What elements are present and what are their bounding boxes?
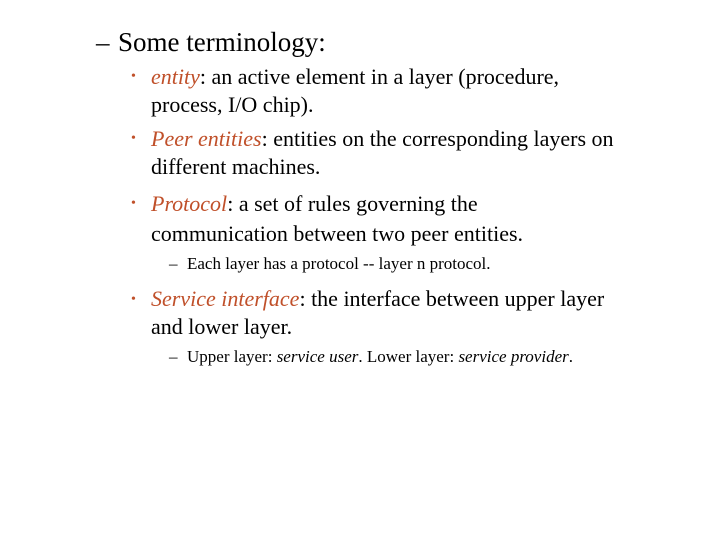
heading-dash: – bbox=[96, 27, 110, 57]
term-entity: entity bbox=[151, 64, 200, 89]
bullet-entity-line2: process, I/O chip). bbox=[151, 92, 314, 117]
bullet-marker: • bbox=[131, 131, 136, 146]
bullet-protocol-line2: communication between two peer entities. bbox=[151, 221, 524, 246]
sub-bullet-dash: – bbox=[169, 347, 178, 366]
italic-service-user: service user bbox=[276, 347, 359, 366]
definition-text: the interface between upper layer bbox=[305, 286, 605, 311]
term-protocol: Protocol bbox=[151, 191, 228, 216]
sub-bullet-protocol: Each layer has a protocol -- layer n protocol. bbox=[187, 254, 491, 273]
bullet-peer-entities-line1 bbox=[151, 125, 614, 153]
term-separator: : bbox=[261, 126, 268, 151]
italic-service-provider: service provider bbox=[458, 347, 569, 366]
sub-text: Upper layer: bbox=[187, 347, 277, 366]
sub-bullet-dash: – bbox=[169, 254, 178, 273]
term-separator: : bbox=[227, 191, 234, 216]
term-separator: : bbox=[299, 286, 306, 311]
sub-text: . bbox=[568, 347, 573, 366]
sub-text: . Lower layer: bbox=[358, 347, 459, 366]
definition-text: entities on the corresponding layers on bbox=[267, 126, 614, 151]
bullet-service-interface-line2: and lower layer. bbox=[151, 314, 293, 339]
definition-text: an active element in a layer (procedure, bbox=[206, 64, 560, 89]
term-service-interface: Service interface bbox=[151, 286, 300, 311]
heading-text: Some terminology: bbox=[118, 27, 326, 57]
term-separator: : bbox=[199, 64, 206, 89]
bullet-service-interface-line1 bbox=[151, 285, 604, 313]
bullet-marker: • bbox=[131, 69, 136, 84]
bullet-peer-entities-line2: different machines. bbox=[151, 154, 321, 179]
definition-text: a set of rules governing the bbox=[233, 191, 478, 216]
term-peer-entities: Peer entities bbox=[151, 126, 262, 151]
bullet-marker: • bbox=[131, 196, 136, 211]
bullet-protocol-line1 bbox=[151, 190, 478, 218]
sub-bullet-service bbox=[187, 346, 573, 368]
bullet-marker: • bbox=[131, 292, 136, 307]
bullet-entity-line1 bbox=[151, 63, 559, 91]
